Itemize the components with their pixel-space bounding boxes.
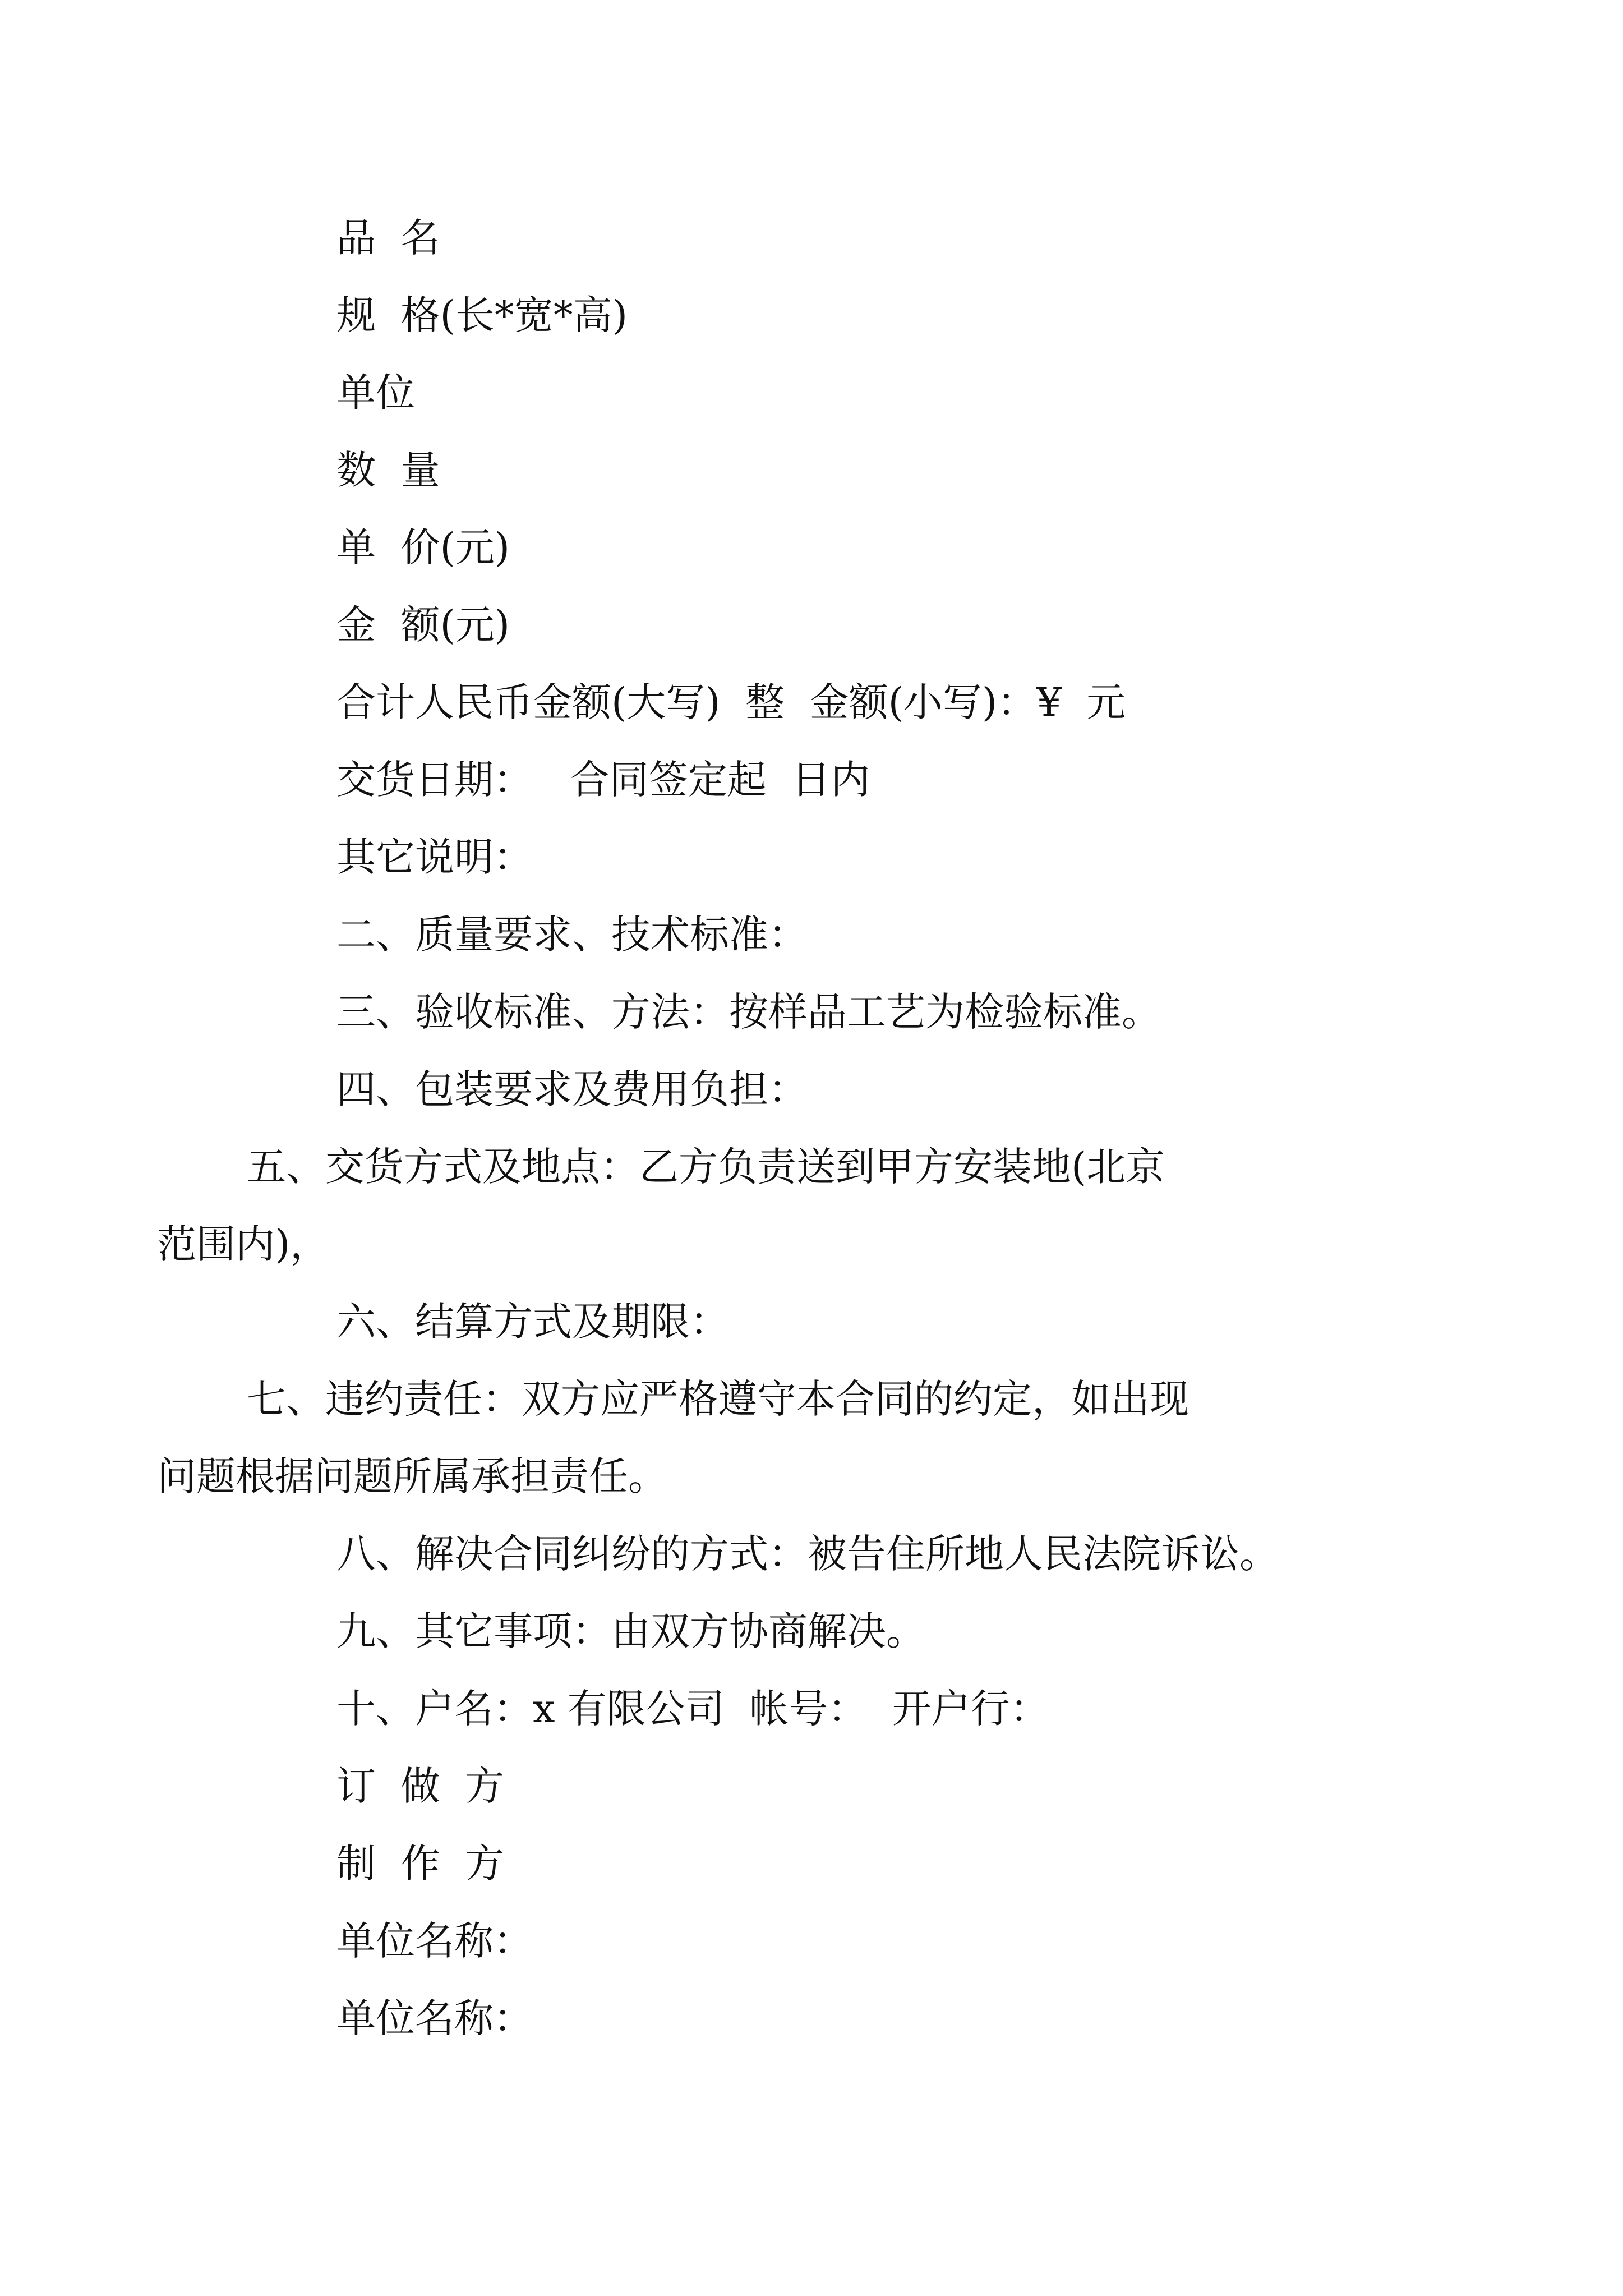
clause-settlement: 六、结算方式及期限： (336, 1299, 729, 1345)
clause-quality-requirements: 二、质量要求、技术标准： (336, 912, 808, 958)
clause-liability-line2: 问题根据问题所属承担责任。 (157, 1453, 667, 1499)
clause-liability (157, 1360, 1402, 1515)
clause-delivery-method (157, 1128, 1402, 1283)
contract-body (157, 199, 1402, 2057)
clause-other-matters: 九、其它事项：由双方协商解决。 (336, 1608, 925, 1654)
clause-delivery-method-line2: 范围内)， (157, 1221, 330, 1267)
field-unit: 单位 (336, 370, 415, 416)
field-total-amount: 合计人民币金额(大写) 整 金额(小写)：¥ 元 (336, 679, 1126, 725)
field-delivery-date: 交货日期： 合同签定起 日内 (336, 757, 870, 803)
unit-name-orderer: 单位名称： (336, 1918, 533, 1964)
clause-delivery-method-line1: 五、交货方式及地点：乙方负责送到甲方安装地(北京 (247, 1144, 1165, 1190)
field-amount: 金 额(元) (336, 602, 510, 648)
field-quantity: 数 量 (336, 447, 440, 493)
party-orderer: 订 做 方 (336, 1763, 505, 1809)
field-specification: 规 格(长*宽*高) (336, 292, 628, 338)
clause-liability-line1: 七、违约责任：双方应严格遵守本合同的约定，如出现 (247, 1376, 1189, 1422)
clause-acceptance-standard: 三、验收标准、方法：按样品工艺为检验标准。 (336, 989, 1161, 1035)
clause-dispute-resolution: 八、解决合同纠纷的方式：被告住所地人民法院诉讼。 (336, 1531, 1279, 1577)
clause-packaging: 四、包装要求及费用负担： (336, 1066, 808, 1112)
field-product-name: 品 名 (336, 215, 440, 261)
unit-name-maker: 单位名称： (336, 1995, 533, 2041)
clause-bank-account: 十、户名：x 有限公司 帐号： 开户行： (336, 1686, 1049, 1732)
field-unit-price: 单 价(元) (336, 524, 510, 570)
field-other-notes: 其它说明： (336, 834, 533, 880)
party-maker: 制 作 方 (336, 1841, 505, 1887)
